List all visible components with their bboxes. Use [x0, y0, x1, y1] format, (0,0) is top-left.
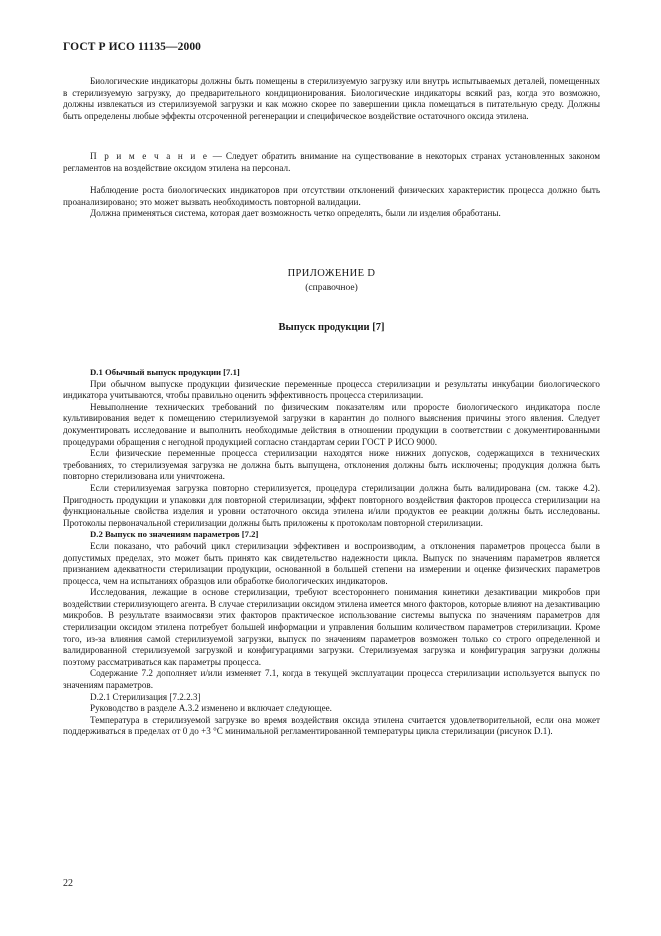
- appendix-title: ПРИЛОЖЕНИЕ D: [287, 268, 376, 279]
- d1-paragraph-1: При обычном выпуске продукции физические переменные процесса стерилизации и результаты инкубации биологического индикатора учитываются, чтобы правильно оценить эффективность процесса стерилизации.: [63, 378, 600, 401]
- d2-subsection-heading: D.2.1 Стерилизация [7.2.2.3]: [90, 691, 201, 702]
- d1-paragraph-4: Если стерилизуемая загрузка повторно стерилизуется, процедура стерилизации должна быть валидирована (см. также 4.2). Пригодность продукции и упаковки для повторной стерилизации, эффект повторного воздействия факторов процесса стерилизации на функциональные свойства изделия и уровни остаточного оксида этилена и/или продуктов ее реакции должны быть исследованы. Протоколы первоначальной стерилизации должны быть приложены к протоколам повторной стерилизации.: [63, 482, 600, 528]
- note-text: — Следует обратить внимание на существование в некоторых странах установленных законом регламентов на воздействие оксидом этилена на персонал.: [63, 151, 600, 173]
- d2-paragraph-2: Исследования, лежащие в основе стерилизации, требуют всестороннего понимания кинетики дезактивации микробов при воздействии стерилизующего агента. В случае стерилизации оксидом этилена имеется много факторов, которые влияют на дезактивацию микробов. В результате взаимосвязи этих факторов практическое использование системы выпуска по значениям параметров для стерилизации оксидом этилена потребует большей информации и управления большим количеством параметров стерилизации. Кроме того, из-за влияния самой стерилизуемой загрузки, выпуск по значениям параметров возможен только со строго определенной и валидированной стерилизуемой загрузкой и конфигурациями загрузки. Стерилизуемая загрузка и конфигурация загрузки должны поэтому рассматриваться как параметры процесса.: [63, 587, 600, 667]
- intro-paragraph-2: Наблюдение роста биологических индикаторов при отсутствии отклонений физических характеристик процесса должно быть проанализировано; это может вызвать необходимость повторной валидации.: [63, 185, 600, 207]
- d2-paragraph-4: Руководство в разделе А.3.2 изменено и включает следующее.: [90, 703, 332, 714]
- d2-heading: D.2 Выпуск по значениям параметров [7.2]: [90, 529, 259, 540]
- d2-paragraph-1: Если показано, что рабочий цикл стерилизации эффективен и воспроизводим, а отклонения параметров процесса были в допустимых пределах, это может быть принято как свидетельство надежности цикла. Выпуск по значениям параметров является признанием адекватности стерилизации продукции, основанной в большей степени на измерении и оценке физических параметров процесса, чем на испытаниях образцов или обработке биологических индикаторов.: [63, 540, 600, 586]
- d1-heading: D.1 Обычный выпуск продукции [7.1]: [90, 367, 240, 377]
- section-title: Выпуск продукции [7]: [278, 322, 385, 333]
- intro-paragraph-1: Биологические индикаторы должны быть помещены в стерилизуемую загрузку или внутрь испытываемых деталей, помещенных в стерилизуемую загрузку, до предварительного кондиционирования. Биологические индикаторы всякий раз, когда это возможно, должны извлекаться из стерилизуемой загрузки и как можно скорее по завершении цикла помещаться в питательную среду. Должны быть определены любые эффекты отсроченной регенерации и специфическое воздействие остаточного оксида этилена.: [63, 76, 600, 121]
- d2-paragraph-5: Температура в стерилизуемой загрузке во время воздействия оксида этилена считается удовлетворительной, если она может поддерживаться в пределах от 0 до +3 °С минимальной регламентированной температуры цикла стерилизации (рисунок D.1).: [63, 714, 600, 737]
- intro-paragraphs: [63, 185, 600, 220]
- page-number: 22: [63, 878, 73, 889]
- d1-paragraph-3: Если физические переменные процесса стерилизации находятся ниже нижних допусков, содержащихся в технических требованиях, то стерилизуемая загрузка не должна быть выпущена, отклонения должны быть исключены; продукция должна быть повторно стерилизована или уничтожена.: [63, 448, 600, 482]
- d2-paragraph-3: Содержание 7.2 дополняет и/или изменяет 7.1, когда в текущей эксплуатации процесса стерилизации используется выпуск по значениям параметров.: [63, 668, 600, 691]
- note: [63, 151, 600, 174]
- document-header: ГОСТ Р ИСО 11135—2000: [63, 41, 202, 53]
- appendix-subtitle: (справочное): [305, 283, 358, 293]
- main-body: [63, 367, 600, 738]
- note-label: П р и м е ч а н и е: [90, 151, 209, 161]
- intro-paragraph-3: Должна применяться система, которая дает возможность четко определять, были ли изделия обработаны.: [90, 208, 501, 219]
- d1-paragraph-2: Невыполнение технических требований по физическим показателям или проросте биологического индикатора после культивирования ведет к помещению стерилизуемой загрузки в карантин до полного выяснения причины этого явления. Следует документировать исследование и выполнить необходимые действия в отношении продукции в соответствии с документированными процедурами обращения с негодной продукцией согласно стандартам серии ГОСТ Р ИСО 9000.: [63, 401, 600, 447]
